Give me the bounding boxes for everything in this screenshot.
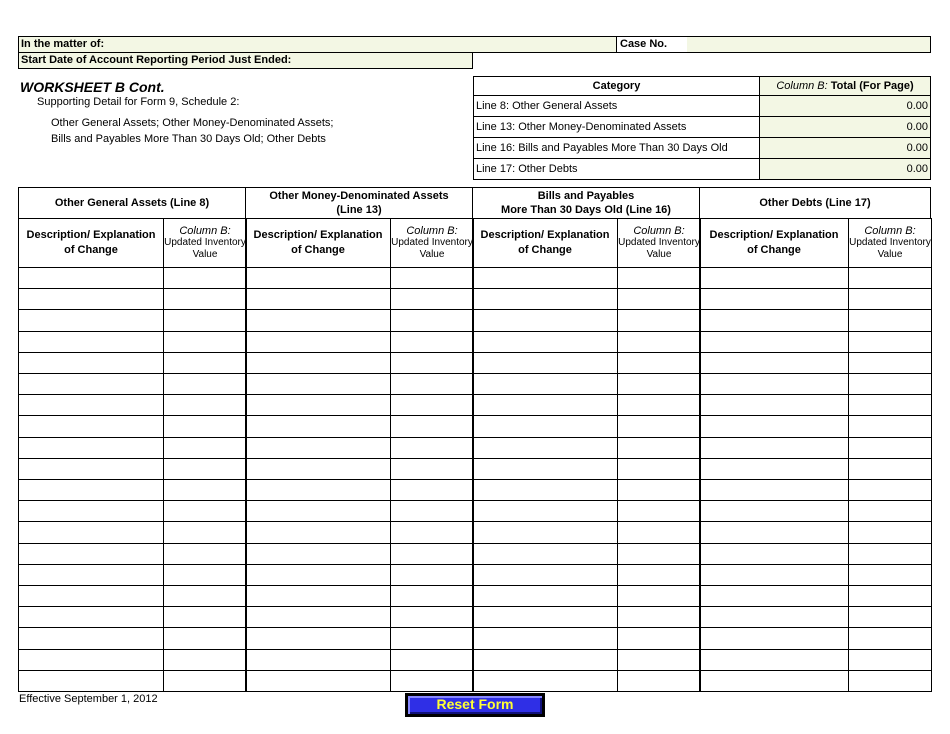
value-cell[interactable] — [390, 267, 474, 289]
category-row — [474, 137, 930, 159]
value-cell[interactable] — [617, 394, 701, 416]
value-cell[interactable] — [617, 585, 701, 607]
value-cell[interactable] — [617, 649, 701, 671]
description-cell[interactable] — [18, 352, 164, 374]
description-cell[interactable] — [472, 437, 618, 459]
value-cell[interactable] — [163, 606, 247, 628]
description-cell[interactable] — [699, 394, 849, 416]
description-cell[interactable] — [245, 543, 391, 565]
matter-label: In the matter of: — [19, 37, 617, 52]
value-label: Value — [192, 249, 218, 260]
value-cell[interactable] — [617, 309, 701, 331]
section-title-line1: Bills and Payables — [537, 190, 635, 202]
description-cell[interactable] — [472, 331, 618, 353]
effective-date: Effective September 1, 2012 — [19, 693, 158, 705]
value-cell[interactable] — [617, 331, 701, 353]
value-cell[interactable] — [848, 649, 932, 671]
value-cell[interactable] — [617, 415, 701, 437]
updated-inventory-label: Updated Inventory — [849, 237, 931, 248]
description-cell[interactable] — [699, 288, 849, 310]
description-cell[interactable] — [472, 627, 618, 649]
worksheet-desc-line1: Other General Assets; Other Money-Denominated Assets; — [51, 117, 334, 129]
value-cell[interactable] — [617, 288, 701, 310]
value-cell[interactable] — [390, 394, 474, 416]
description-cell[interactable] — [699, 352, 849, 374]
description-column-header: Description/ Explanation of Change — [245, 218, 391, 268]
description-cell[interactable] — [245, 352, 391, 374]
description-cell[interactable] — [18, 331, 164, 353]
description-cell[interactable] — [245, 394, 391, 416]
description-cell[interactable] — [245, 479, 391, 501]
description-cell[interactable] — [699, 543, 849, 565]
description-cell[interactable] — [245, 564, 391, 586]
section-title-line1: Other Debts (Line 17) — [759, 197, 871, 209]
value-cell[interactable] — [848, 437, 932, 459]
description-cell[interactable] — [18, 415, 164, 437]
value-cell[interactable] — [163, 331, 247, 353]
value-cell[interactable] — [163, 649, 247, 671]
column-b-label: Column B: — [633, 225, 685, 237]
category-row-label: Line 16: Bills and Payables More Than 30 Days Old — [474, 138, 760, 158]
section-other-debts-header — [699, 187, 931, 219]
value-cell[interactable] — [390, 521, 474, 543]
column-b-header — [390, 218, 474, 268]
description-cell[interactable] — [18, 267, 164, 289]
description-cell[interactable] — [18, 394, 164, 416]
period-label: Start Date of Account Reporting Period Just Ended: — [21, 54, 292, 66]
value-cell[interactable] — [848, 521, 932, 543]
value-cell[interactable] — [390, 309, 474, 331]
value-cell[interactable] — [848, 458, 932, 480]
value-cell[interactable] — [390, 606, 474, 628]
value-cell[interactable] — [617, 521, 701, 543]
section-bills-payables-header — [472, 187, 700, 219]
value-cell[interactable] — [848, 415, 932, 437]
description-cell[interactable] — [472, 564, 618, 586]
description-cell[interactable] — [245, 521, 391, 543]
description-cell[interactable] — [699, 627, 849, 649]
value-cell[interactable] — [848, 267, 932, 289]
description-cell[interactable] — [699, 479, 849, 501]
column-b-label: Column B: — [864, 225, 916, 237]
value-cell[interactable] — [390, 437, 474, 459]
value-cell[interactable] — [617, 627, 701, 649]
value-cell[interactable] — [848, 564, 932, 586]
value-cell[interactable] — [390, 479, 474, 501]
description-cell[interactable] — [18, 606, 164, 628]
description-column-header: Description/ Explanation of Change — [472, 218, 618, 268]
description-cell[interactable] — [18, 564, 164, 586]
value-cell[interactable] — [617, 437, 701, 459]
value-cell[interactable] — [617, 543, 701, 565]
description-cell[interactable] — [699, 458, 849, 480]
category-row-value: 0.00 — [760, 159, 930, 179]
description-cell[interactable] — [472, 521, 618, 543]
column-b-label: Column B: — [406, 225, 458, 237]
description-cell[interactable] — [472, 458, 618, 480]
description-cell[interactable] — [245, 331, 391, 353]
description-cell[interactable] — [245, 500, 391, 522]
description-cell[interactable] — [699, 267, 849, 289]
description-cell[interactable] — [472, 288, 618, 310]
value-cell[interactable] — [848, 288, 932, 310]
value-cell[interactable] — [390, 288, 474, 310]
value-cell[interactable] — [390, 543, 474, 565]
column-b-header — [617, 218, 701, 268]
section-title-line1: Other General Assets (Line 8) — [54, 197, 210, 209]
description-cell[interactable] — [245, 373, 391, 395]
description-cell[interactable] — [699, 670, 849, 692]
description-cell[interactable] — [472, 543, 618, 565]
description-cell[interactable] — [18, 288, 164, 310]
description-cell[interactable] — [472, 394, 618, 416]
description-cell[interactable] — [18, 500, 164, 522]
value-cell[interactable] — [617, 458, 701, 480]
value-cell[interactable] — [390, 458, 474, 480]
description-cell[interactable] — [472, 309, 618, 331]
category-row — [474, 95, 930, 117]
value-cell[interactable] — [163, 627, 247, 649]
description-cell[interactable] — [472, 479, 618, 501]
category-row — [474, 116, 930, 138]
description-cell[interactable] — [699, 585, 849, 607]
description-cell[interactable] — [472, 415, 618, 437]
description-cell[interactable] — [245, 415, 391, 437]
value-cell[interactable] — [848, 606, 932, 628]
description-cell[interactable] — [699, 564, 849, 586]
value-cell[interactable] — [390, 649, 474, 671]
category-row-label: Line 8: Other General Assets — [474, 96, 760, 116]
value-label: Value — [646, 249, 672, 260]
updated-inventory-label: Updated Inventory — [164, 237, 246, 248]
value-cell[interactable] — [848, 479, 932, 501]
description-cell[interactable] — [245, 585, 391, 607]
category-summary-table — [473, 76, 931, 180]
value-cell[interactable] — [163, 309, 247, 331]
value-cell[interactable] — [163, 670, 247, 692]
value-cell[interactable] — [163, 373, 247, 395]
value-cell[interactable] — [617, 500, 701, 522]
value-cell[interactable] — [163, 585, 247, 607]
value-cell[interactable] — [390, 415, 474, 437]
description-cell[interactable] — [699, 606, 849, 628]
value-cell[interactable] — [617, 267, 701, 289]
description-cell[interactable] — [18, 373, 164, 395]
value-cell[interactable] — [848, 500, 932, 522]
description-cell[interactable] — [472, 352, 618, 374]
value-cell[interactable] — [848, 585, 932, 607]
description-cell[interactable] — [18, 458, 164, 480]
category-row-label: Line 17: Other Debts — [474, 159, 760, 179]
description-cell[interactable] — [472, 670, 618, 692]
description-cell[interactable] — [699, 373, 849, 395]
worksheet-desc-line2: Bills and Payables More Than 30 Days Old; Other Debts — [51, 133, 326, 145]
value-label: Value — [419, 249, 445, 260]
column-b-header — [163, 218, 247, 268]
detail-grid — [18, 187, 931, 691]
column-b-total-header — [760, 77, 930, 95]
column-b-label: Column B: — [776, 80, 828, 92]
section-title-line1: Other Money-Denominated Assets — [269, 190, 449, 202]
description-cell[interactable] — [699, 500, 849, 522]
value-cell[interactable] — [390, 373, 474, 395]
value-cell[interactable] — [848, 331, 932, 353]
value-label: Value — [877, 249, 903, 260]
value-cell[interactable] — [390, 564, 474, 586]
case-input[interactable] — [687, 37, 930, 52]
description-cell[interactable] — [699, 437, 849, 459]
value-cell[interactable] — [163, 543, 247, 565]
value-cell[interactable] — [163, 521, 247, 543]
period-row[interactable] — [18, 52, 473, 69]
section-title-line2: More Than 30 Days Old (Line 16) — [501, 204, 671, 216]
matter-row — [18, 36, 931, 53]
description-cell[interactable] — [245, 288, 391, 310]
value-cell[interactable] — [848, 373, 932, 395]
column-b-header — [848, 218, 932, 268]
description-column-header: Description/ Explanation of Change — [699, 218, 849, 268]
category-row-value: 0.00 — [760, 138, 930, 158]
description-cell[interactable] — [18, 309, 164, 331]
value-cell[interactable] — [163, 458, 247, 480]
description-cell[interactable] — [245, 458, 391, 480]
description-cell[interactable] — [245, 670, 391, 692]
value-cell[interactable] — [163, 415, 247, 437]
value-cell[interactable] — [390, 585, 474, 607]
value-cell[interactable] — [390, 627, 474, 649]
description-cell[interactable] — [472, 500, 618, 522]
value-cell[interactable] — [390, 670, 474, 692]
description-cell[interactable] — [472, 585, 618, 607]
description-cell[interactable] — [18, 585, 164, 607]
description-cell[interactable] — [245, 606, 391, 628]
description-cell[interactable] — [18, 479, 164, 501]
value-cell[interactable] — [848, 543, 932, 565]
description-cell[interactable] — [18, 670, 164, 692]
description-cell[interactable] — [245, 267, 391, 289]
description-cell[interactable] — [472, 606, 618, 628]
description-cell[interactable] — [245, 437, 391, 459]
description-cell[interactable] — [18, 627, 164, 649]
description-cell[interactable] — [18, 521, 164, 543]
value-cell[interactable] — [163, 437, 247, 459]
value-cell[interactable] — [163, 288, 247, 310]
section-other-money-assets-header — [245, 187, 473, 219]
section-title-line2: (Line 13) — [336, 204, 382, 216]
description-cell[interactable] — [245, 627, 391, 649]
value-cell[interactable] — [163, 352, 247, 374]
description-cell[interactable] — [472, 267, 618, 289]
value-cell[interactable] — [163, 500, 247, 522]
category-row-value: 0.00 — [760, 96, 930, 116]
value-cell[interactable] — [617, 670, 701, 692]
value-cell[interactable] — [848, 352, 932, 374]
value-cell[interactable] — [163, 564, 247, 586]
value-cell[interactable] — [617, 564, 701, 586]
description-cell[interactable] — [18, 649, 164, 671]
value-cell[interactable] — [617, 606, 701, 628]
value-cell[interactable] — [617, 479, 701, 501]
section-other-general-assets-header — [18, 187, 246, 219]
value-cell[interactable] — [848, 309, 932, 331]
category-row-value: 0.00 — [760, 117, 930, 137]
value-cell[interactable] — [617, 373, 701, 395]
description-cell[interactable] — [18, 437, 164, 459]
updated-inventory-label: Updated Inventory — [618, 237, 700, 248]
description-cell[interactable] — [699, 415, 849, 437]
category-row — [474, 158, 930, 180]
description-cell[interactable] — [699, 331, 849, 353]
description-cell[interactable] — [699, 309, 849, 331]
value-cell[interactable] — [163, 267, 247, 289]
description-cell[interactable] — [699, 521, 849, 543]
description-cell[interactable] — [245, 649, 391, 671]
worksheet-title: WORKSHEET B Cont. — [20, 79, 165, 95]
worksheet-subtitle: Supporting Detail for Form 9, Schedule 2: — [37, 96, 240, 108]
description-cell[interactable] — [472, 649, 618, 671]
reset-form-button[interactable]: Reset Form — [405, 693, 545, 717]
updated-inventory-label: Updated Inventory — [391, 237, 473, 248]
value-cell[interactable] — [848, 627, 932, 649]
case-label: Case No. — [620, 38, 668, 50]
value-cell[interactable] — [390, 500, 474, 522]
category-header: Category — [474, 77, 760, 95]
value-cell[interactable] — [163, 394, 247, 416]
description-column-header: Description/ Explanation of Change — [18, 218, 164, 268]
value-cell[interactable] — [848, 670, 932, 692]
total-for-page-label: Total (For Page) — [830, 80, 914, 92]
value-cell[interactable] — [390, 352, 474, 374]
value-cell[interactable] — [848, 394, 932, 416]
value-cell[interactable] — [163, 479, 247, 501]
value-cell[interactable] — [617, 352, 701, 374]
description-cell[interactable] — [245, 309, 391, 331]
category-row-label: Line 13: Other Money-Denominated Assets — [474, 117, 760, 137]
column-b-label: Column B: — [179, 225, 231, 237]
description-cell[interactable] — [699, 649, 849, 671]
description-cell[interactable] — [472, 373, 618, 395]
description-cell[interactable] — [18, 543, 164, 565]
value-cell[interactable] — [390, 331, 474, 353]
